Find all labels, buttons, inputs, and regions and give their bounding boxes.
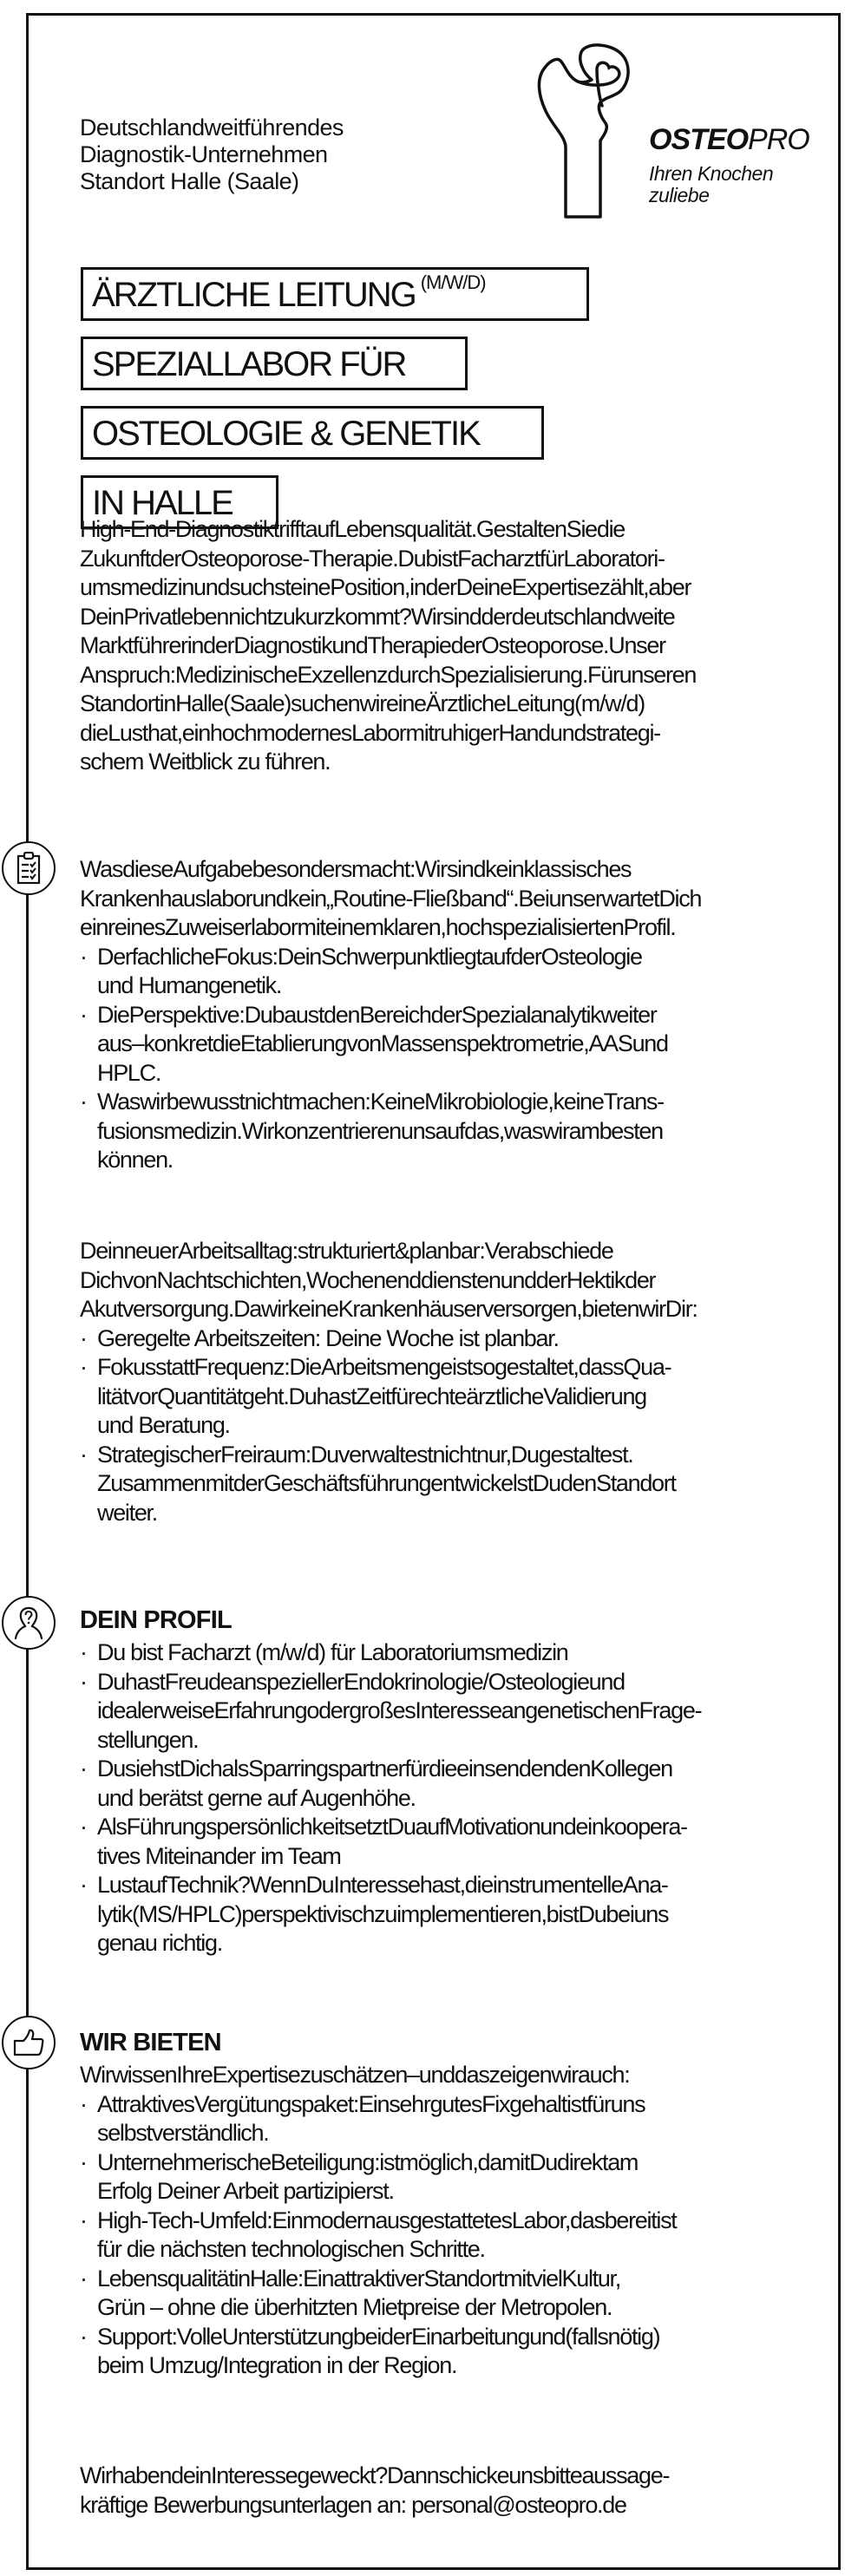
bullet-dot: · [80,1872,87,1898]
bullet-line [80,2207,804,2236]
profile-icon-badge [2,1596,56,1650]
bullet-line-cont [80,1784,804,1814]
title-box-position [81,267,589,321]
bullet-line [80,943,804,972]
gender-suffix: (M/W/D) [420,271,486,293]
bullet-dot: · [80,1639,87,1665]
text-line: WirhabendeinInteressegeweckt?Dannschickeunsbitteaussage- [80,2462,670,2488]
text-line: umsmedizinundsuchsteinePosition,inderDeineExpertisezählt,aber [80,574,691,600]
bullet-text: FokusstattFrequenz:DieArbeitsmengeistsogestaltet,dassQua- [97,1354,671,1380]
bullet-line-cont [80,1117,804,1147]
bullet-text: DerfachlicheFokus:DeinSchwerpunktliegtaufderOsteologie [97,943,642,970]
thumbs-up-icon [13,2029,44,2056]
bullet-line [80,2323,804,2352]
brand-name [649,123,809,157]
bullet-line-cont [80,1726,804,1755]
profile-section [80,1602,804,1958]
text-line: schem Weitblick zu führen. [80,749,331,775]
offer-icon-badge [2,2016,56,2069]
bullet-text: beim Umzug/Integration in der Region. [97,2352,457,2378]
bullet-line-cont [80,1030,804,1059]
text-line: dieLusthat,einhochmodernesLabormitruhigerHandundstrategi- [80,719,660,746]
brand-slogan [649,163,773,206]
bullet-dot: · [80,1001,87,1028]
text-line: Anspruch:MedizinischeExzellenzdurchSpezialisierung.Fürunseren [80,661,697,688]
bullet-line [80,1755,804,1784]
bullet-dot: · [80,943,87,970]
text-line: WasdieseAufgabebesondersmacht:Wirsindkeinklassisches [80,856,632,882]
slogan-line: zuliebe [649,184,710,206]
bullet-line-cont [80,2177,804,2207]
text-line: High-End-DiagnostiktrifftaufLebensqualität.GestaltenSiedie [80,516,626,542]
bullet-text: für die nächsten technologischen Schritte. [97,2236,485,2262]
bullet-line-cont [80,2235,804,2265]
text-line: DeinneuerArbeitsalltag:strukturiert&planbar:Verabschiede [80,1238,613,1264]
brand-light: PRO [748,123,809,156]
text-line: WirwissenIhreExpertisezuschätzen–unddaszeigenwirauch: [80,2062,630,2088]
bullet-dot: · [80,1668,87,1695]
bullet-text: Erfolg Deiner Arbeit partizipierst. [97,2178,394,2204]
clipboard-checklist-icon [16,852,42,885]
bullet-text: Grün – ohne die überhitzten Mietpreise der Metropolen. [97,2294,612,2320]
bullet-text: Du bist Facharzt (m/w/d) für Laboratoriumsmedizin [97,1639,568,1665]
company-line: Standort Halle (Saale) [80,168,299,194]
text-line: Akutversorgung.DawirkeineKrankenhäuserversorgen,bietenwirDir: [80,1296,698,1322]
bullet-line [80,1088,804,1117]
bullet-text: und Beratung. [97,1412,230,1438]
bullet-dot: · [80,1441,87,1468]
bullet-line-cont [80,1929,804,1958]
bullet-text: tives Miteinander im Team [97,1842,341,1869]
bullet-line [80,2148,804,2178]
bullet-text: aus–konkretdieEtablierungvonMassenspektrometrie,AASund [97,1030,668,1056]
bullet-line [80,1001,804,1030]
text-line: ZukunftderOsteoporose-Therapie.DubistFacharztfürLaboratori- [80,545,665,572]
bullet-line [80,2090,804,2120]
bullet-line-cont [80,2293,804,2323]
bullet-line-cont [80,2351,804,2381]
bullet-text: High-Tech-Umfeld:EinmodernausgestattetesLabor,dasbereitist [97,2207,677,2233]
bullet-dot: · [80,2207,87,2233]
intro-paragraph [80,515,804,777]
bullet-dot: · [80,2090,87,2117]
bullet-text: Waswirbewusstnichtmachen:KeineMikrobiologie,keineTrans- [97,1089,664,1115]
bullet-text: idealerweiseErfahrungodergroßesInteresseangenetischenFrage- [97,1697,702,1723]
brand-bold: OSTEO [649,123,749,156]
bullet-line-cont [80,1469,804,1499]
company-line: Diagnostik-Unternehmen [80,141,328,167]
title-text: SPEZIALLABOR FÜR [92,345,406,383]
text-line: MarktführerinderDiagnostikundTherapiederOsteoporose.Unser [80,632,665,658]
text-line: Krankenhauslaborundkein„Routine-Fließband“.BeiunserwartetDich [80,885,702,912]
company-description [80,114,344,195]
bullet-line-cont [80,1499,804,1528]
bullet-line-cont [80,1900,804,1930]
bullet-line-cont [80,1059,804,1089]
bullet-text: und berätst gerne auf Augenhöhe. [97,1784,416,1811]
slogan-line: Ihren Knochen [649,162,774,185]
bullet-line [80,1324,804,1354]
text-line: DeinPrivatlebennichtzukurzkommt?Wirsindderdeutschlandweite [80,603,675,630]
osteopro-logo [521,43,807,226]
text-line: DichvonNachtschichten,WochenenddienstenundderHektikder [80,1266,656,1293]
bullet-text: Support:VolleUnterstützungbeiderEinarbeitungund(fallsnötig) [97,2323,660,2350]
bullet-line [80,1353,804,1383]
workday-section [80,1237,804,1527]
task-section [80,855,804,1175]
task-icon-badge [2,841,56,895]
title-box-lab [81,337,468,390]
bullet-dot: · [80,2323,87,2350]
bullet-line-cont [80,1697,804,1726]
bullet-dot: · [80,1089,87,1115]
bullet-text: fusionsmedizin.Wirkonzentrierenunsaufdas,waswirambesten [97,1117,663,1144]
bullet-text: DiePerspektive:DubaustdenBereichderSpezialanalytikweiter [97,1001,657,1028]
bullet-dot: · [80,1755,87,1782]
bullet-line [80,1871,804,1900]
bullet-dot: · [80,2265,87,2292]
section-heading-offer: WIR BIETEN [80,2029,221,2056]
bullet-line-cont [80,1383,804,1412]
offer-section [80,2024,804,2381]
bullet-line-cont [80,1411,804,1441]
company-line: Deutschlandweitführendes [80,114,344,141]
bullet-text: und Humangenetik. [97,972,282,998]
bullet-text: StrategischerFreiraum:Duverwaltestnichtnur,Dugestaltest. [97,1441,633,1468]
title-box-field [81,406,544,460]
text-line: StandortinHalle(Saale)suchenwireineÄrztlicheLeitung(m/w/d) [80,690,645,716]
bullet-text: stellungen. [97,1726,199,1753]
bullet-text: AttraktivesVergütungspaket:EinsehrgutesFixgehaltistfüruns [97,2090,645,2117]
bullet-text: HPLC. [97,1059,161,1086]
bullet-text: Geregelte Arbeitszeiten: Deine Woche ist planbar. [97,1324,559,1351]
bullet-text: AlsFührungspersönlichkeitsetztDuaufMotivationundeinkoopera- [97,1814,687,1840]
bullet-line [80,1813,804,1842]
bullet-text: können. [97,1147,173,1173]
bullet-line-cont [80,971,804,1001]
text-line: einreinesZuweiserlabormiteinemklaren,hochspezialisiertenProfil. [80,914,676,940]
bullet-dot: · [80,1354,87,1380]
bullet-text: DusiehstDichalsSparringspartnerfürdieeinsendendenKollegen [97,1755,672,1782]
title-text: ÄRZTLICHE LEITUNG [92,276,416,314]
closing-paragraph [80,2462,804,2520]
title-text: OSTEOLOGIE & GENETIK [92,415,480,453]
bullet-text: litätvorQuantitätgeht.DuhastZeitfürechteärztlicheValidierung [97,1383,646,1409]
bullet-text: UnternehmerischeBeteiligung:istmöglich,damitDudirektam [97,2148,639,2175]
bullet-dot: · [80,1324,87,1351]
bullet-text: LustaufTechnik?WennDuInteressehast,dieinstrumentelleAna- [97,1872,668,1898]
bullet-text: ZusammenmitderGeschäftsführungentwickelstDudenStandort [97,1470,676,1496]
bullet-line [80,1638,804,1668]
bullet-dot: · [80,1814,87,1840]
bullet-line [80,1668,804,1697]
bullet-line [80,1441,804,1470]
bullet-text: selbstverständlich. [97,2120,269,2146]
bullet-text: weiter. [97,1499,157,1526]
bullet-text: DuhastFreudeanspeziellerEndokrinologie/Osteologieund [97,1668,625,1695]
bullet-line-cont [80,1146,804,1175]
bullet-line-cont [80,1842,804,1872]
bullet-line-cont [80,2119,804,2148]
title-text: IN HALLE [92,484,233,522]
bullet-line [80,2265,804,2294]
femur-heart-logo-icon [527,43,645,221]
bullet-text: genau richtig. [97,1930,222,1956]
bullet-text: lytik(MS/HPLC)perspektivischzuimplementieren,bistDubeiuns [97,1900,669,1927]
bullet-text: LebensqualitätinHalle:EinattraktiverStandortmitvielKultur, [97,2265,620,2292]
person-question-icon [14,1606,43,1639]
section-heading-profile: DEIN PROFIL [80,1606,232,1634]
email-line: kräftige Bewerbungsunterlagen an: personal@osteopro.de [80,2491,626,2518]
bullet-dot: · [80,2148,87,2175]
